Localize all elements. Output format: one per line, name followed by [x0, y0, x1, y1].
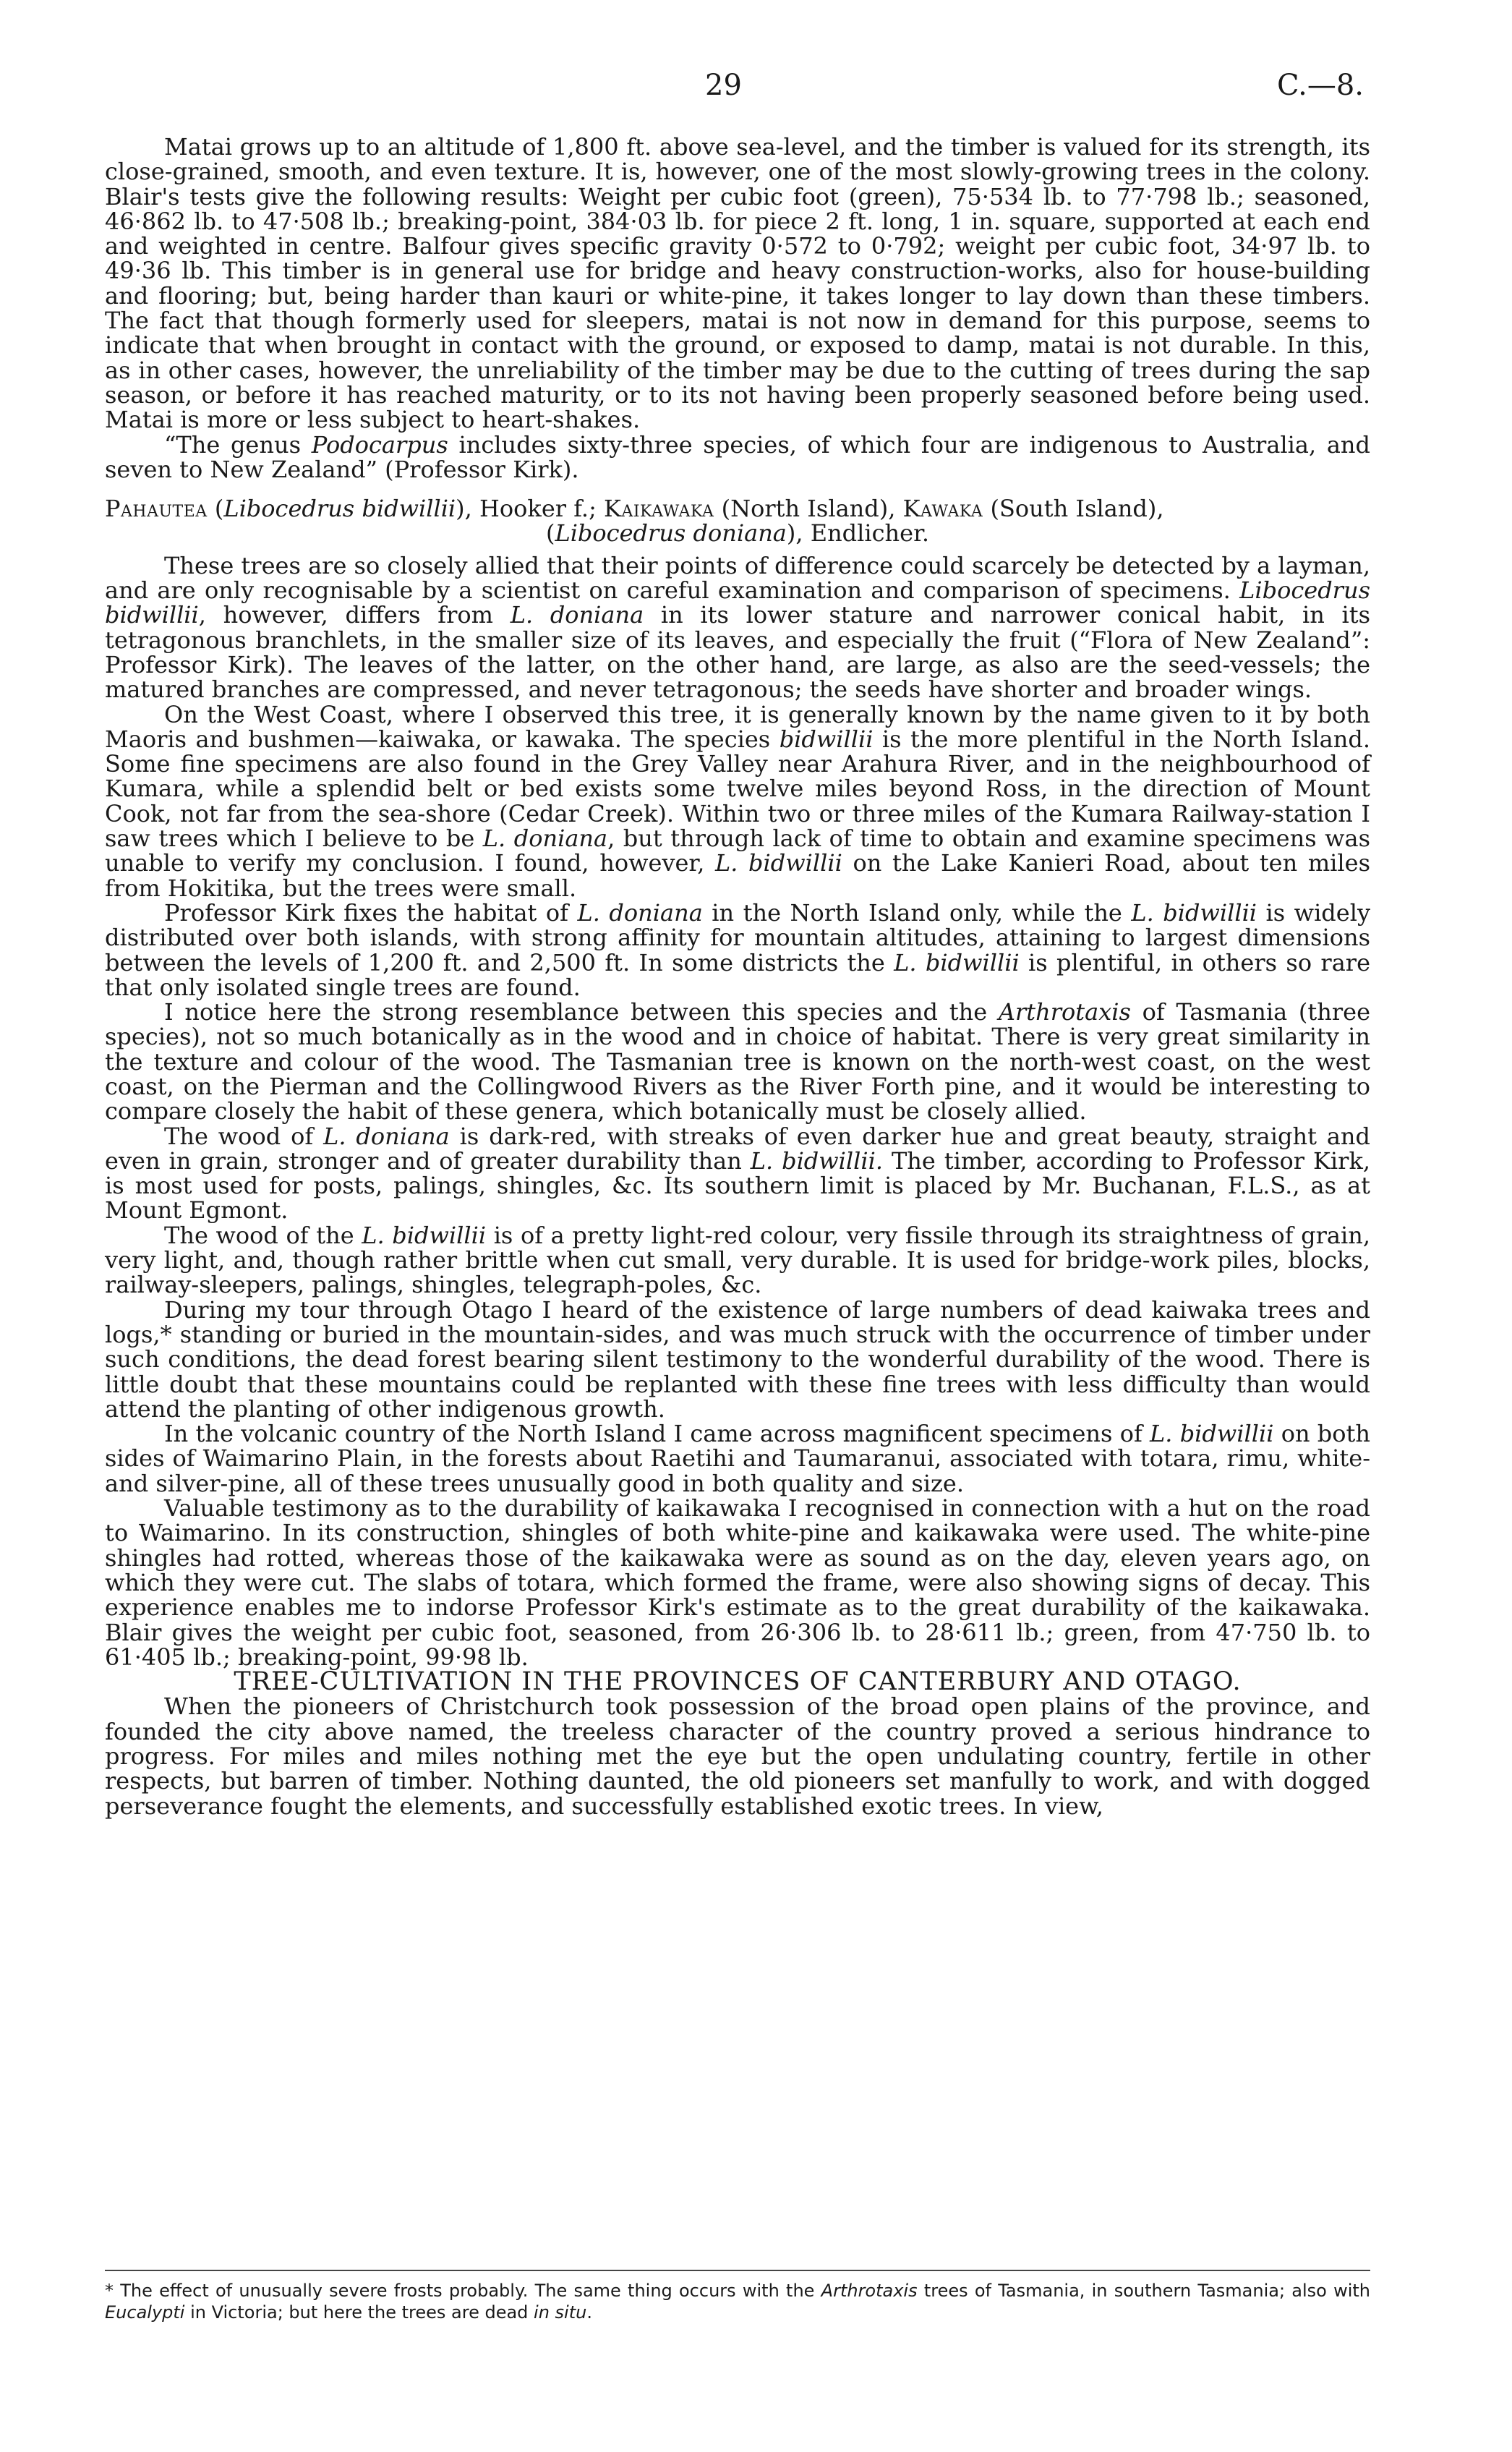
tree-cultivation-paragraph-1: When the pioneers of Christchurch took possession of the broad open plains of the province, and founded the city above named, the treeless character of the country proved a serious hindrance to progress. For miles and miles nothing met the eye but the open undulating country, fertile in other respects, but barren of timber. Nothing daunted, the old pioneers set manfully to work, and with dogged perseverance fought the elements, and successfully established exotic trees. In view, [105, 1693, 1370, 1820]
body-text [105, 135, 1370, 1818]
pahautea-heading: Pahautea (Libocedrus bidwillii), Hooker f.; Kaikawaka (North Island), Kawaka (South Island), [105, 495, 1164, 523]
footnote-divider [105, 2270, 1370, 2271]
pahautea-paragraph-8: In the volcanic country of the North Island I came across magnificent specimens of L. bidwillii on both sides of Waimarino Plain, in the forests about Raetihi and Taumaranui, associated with totara, rimu, white- and silver-pine, all of these trees unusually good in both quality and size. [105, 1420, 1371, 1497]
matai-paragraph-1: Matai grows up to an altitude of 1,800 ft. above sea-level, and the timber is valued for its strength, its close-grained, smooth, and even texture. It is, however, one of the most slowly-growing trees in the colony. Blair's tests give the following results: Weight per cubic foot (green), 75·534 lb. to 77·798 lb.; seasoned, 46·862 lb. to 47·508 lb.; breaking-point, 384·03 lb. for piece 2 ft. long, 1 in. square, supported at each end and weighted in centre. Balfour gives specific gravity 0·572 to 0·792; weight per cubic foot, 34·97 lb. to 49·36 lb. This timber is in general use for bridge and heavy construction-works, also for house-building and flooring; but, being harder than kauri or white-pine, it takes longer to lay down than these timbers. The fact that though formerly used for sleepers, matai is not now in demand for this purpose, seems to indicate that when brought in contact with the ground, or exposed to damp, matai is not durable. In this, as in other cases, however, the unreliability of the timber may be due to the cutting of trees during the sap season, or before it has reached maturity, or to its not having been properly seasoned before being used. Matai is more or less subject to heart-shakes. [105, 133, 1370, 434]
pahautea-paragraph-2: On the West Coast, where I observed this tree, it is generally known by the name given to it by both Maoris and bushmen—kaiwaka, or kawaka. The species bidwillii is the more plentiful in the North Island. Some fine specimens are also found in the Grey Valley near Arahura River, and in the neighbourhood of Kumara, while a splendid belt or bed exists some twelve miles beyond Ross, in the direction of Mount Cook, not far from the sea-shore (Cedar Creek). Within two or three miles of the Kumara Railway-station I saw trees which I believe to be L. doniana, but through lack of time to obtain and examine specimens was unable to verify my conclusion. I found, however, L. bidwillii on the Lake Kanieri Road, about ten miles from Hokitika, but the trees were small. [105, 700, 1371, 902]
matai-paragraph-2: “The genus Podocarpus includes sixty-three species, of which four are indigenous to Australia, and seven to New Zealand” (Professor Kirk). [105, 430, 1371, 483]
document-reference: C.—8. [1276, 69, 1364, 102]
page-header [0, 69, 1512, 112]
pahautea-paragraph-6: The wood of the L. bidwillii is of a pretty light-red colour, very fissile through its straightness of grain, very light, and, though rather brittle when cut small, very durable. It is used for bridge-work piles, blocks, railway-sleepers, palings, shingles, telegraph-poles, &c. [105, 1221, 1371, 1299]
pahautea-paragraph-3: Professor Kirk fixes the habitat of L. doniana in the North Island only, while the L. bidwillii is widely distributed over both islands, with strong affinity for mountain altitudes, attaining to largest dimensions between the levels of 1,200 ft. and 2,500 ft. In some districts the L. bidwillii is plentiful, in others so rare that only isolated single trees are found. [105, 898, 1371, 1001]
section-title-tree-cultivation: TREE-CULTIVATION IN THE PROVINCES OF CANTERBURY AND OTAGO. [234, 1667, 1242, 1697]
pahautea-paragraph-1: These trees are so closely allied that their points of difference could scarcely be detected by a layman, and are only recognisable by a scientist on careful examination and comparison of specimens. Libocedrus bidwillii, however, differs from L. doniana in its lower stature and narrower conical habit, in its tetragonous branchlets, in the smaller size of its leaves, and especially the fruit (“Flora of New Zealand”: Professor Kirk). The leaves of the latter, on the other hand, are large, as also are the seed-vessels; the matured branches are compressed, and never tetragonous; the seeds have shorter and broader wings. [105, 551, 1371, 704]
pahautea-paragraph-4: I notice here the strong resemblance between this species and the Arthrotaxis of Tasmania (three species), not so much botanically as in the wood and in choice of habitat. There is very great similarity in the texture and colour of the wood. The Tasmanian tree is known on the north-west coast, on the west coast, on the Pierman and the Collingwood Rivers as the River Forth pine, and it would be interesting to compare closely the habit of these genera, which botanically must be closely allied. [105, 998, 1371, 1125]
pahautea-heading-line-2: (Libocedrus doniana), Endlicher. [545, 519, 930, 548]
pahautea-paragraph-9: Valuable testimony as to the durability of kaikawaka I recognised in connection with a hut on the road to Waimarino. In its construction, shingles of both white-pine and kaikawaka were used. The white-pine shingles had rotted, whereas those of the kaikawaka were as sound as on the day, eleven years ago, on which they were cut. The slabs of totara, which formed the frame, were also showing signs of decay. This experience enables me to indorse Professor Kirk's estimate as to the great durability of the kaikawaka. Blair gives the weight per cubic foot, seasoned, from 26·306 lb. to 28·611 lb.; green, from 47·750 lb. to 61·405 lb.; breaking-point, 99·98 lb. [105, 1494, 1370, 1671]
page-number: 29 [705, 69, 742, 102]
pahautea-paragraph-5: The wood of L. doniana is dark-red, with streaks of even darker hue and great beauty, straight and even in grain, stronger and of greater durability than L. bidwillii. The timber, according to Professor Kirk, is most used for posts, palings, shingles, &c. Its southern limit is placed by Mr. Buchanan, F.L.S., as at Mount Egmont. [105, 1122, 1371, 1225]
footnote: * The effect of unusually severe frosts probably. The same thing occurs with the Arthrotaxis trees of Tasmania, in southern Tasmania; also with Eucalypti in Victoria; but here the trees are dead in situ. [105, 2281, 1370, 2323]
pahautea-paragraph-7: During my tour through Otago I heard of the existence of large numbers of dead kaiwaka trees and logs,* standing or buried in the mountain-sides, and was much struck with the occurrence of timber under such conditions, the dead forest bearing silent testimony to the wonderful durability of the wood. There is little doubt that these mountains could be replanted with these fine trees with less difficulty than would attend the planting of other indigenous growth. [105, 1295, 1370, 1423]
